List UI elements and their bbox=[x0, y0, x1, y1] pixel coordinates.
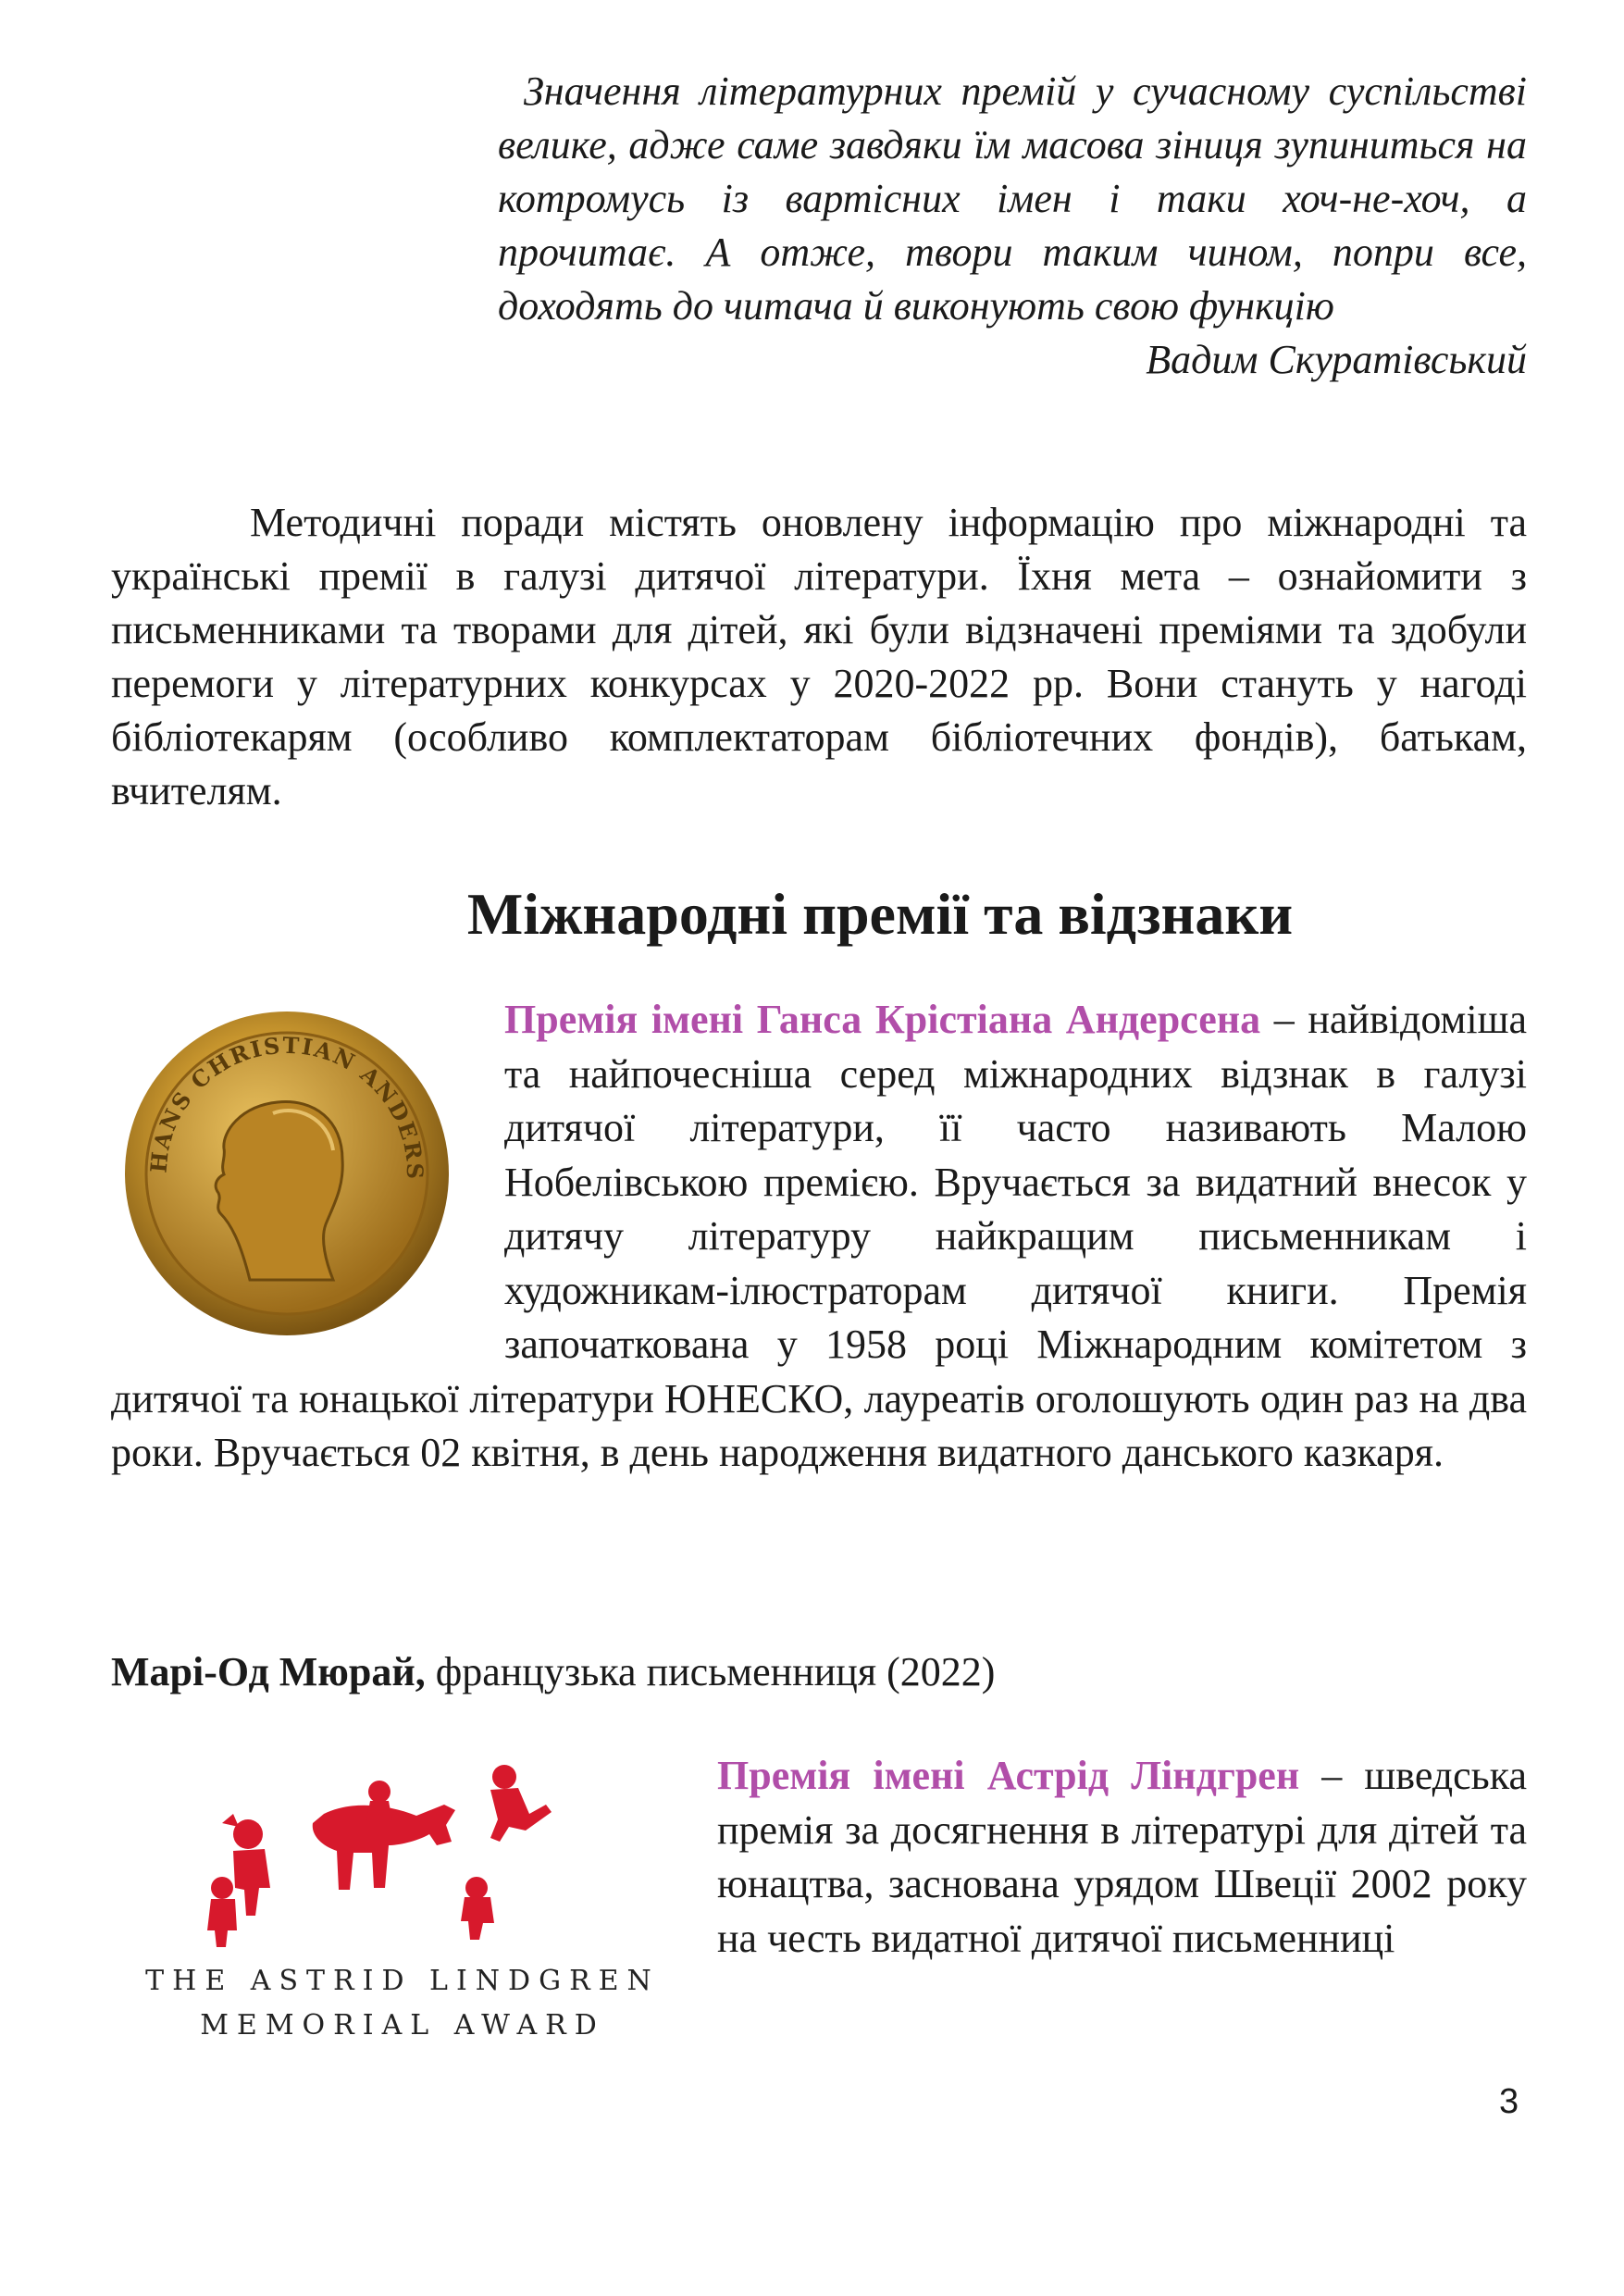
lindgren-figures-icon bbox=[207, 1765, 552, 1947]
medal-inscription: HANS CHRISTIAN ANDERS bbox=[144, 1031, 429, 1182]
epigraph-author: Вадим Скуратівський bbox=[1146, 337, 1527, 382]
lindgren-award-logo bbox=[111, 1749, 717, 2054]
andersen-award-name: Премія імені Ганса Крістіана Андерсена bbox=[504, 997, 1261, 1042]
laureate-description: французька письменниця (2022) bbox=[425, 1649, 996, 1694]
epigraph-quote: Значення літературних премій у сучасному суспільстві велике, адже саме завдяки їм масова зіниця зупиниться на котромусь із вартісних імен і таки хоч-не-хоч, а прочитає. А отже, твори таким чином, попри все, доходять до читача й виконують свою функцію bbox=[498, 68, 1527, 329]
laureate-line bbox=[111, 1645, 1527, 1699]
andersen-medal-image bbox=[111, 993, 504, 1354]
lindgren-award-name: Премія імені Астрід Ліндгрен bbox=[717, 1753, 1300, 1798]
laureate-name: Марі-Од Мюрай, bbox=[111, 1649, 426, 1694]
lindgren-logo-line2: MEMORIAL AWARD bbox=[200, 2009, 605, 2042]
lindgren-award-block bbox=[111, 1749, 1527, 2054]
andersen-award-text: – найвідоміша та найпочесніша серед міжнародних відзнак в галузі дитячої літератури, її часто називають Малою Нобелівською премією. Вручається за видатний внесок у дитячу літературу найкращим письменникам і художникам-ілюстраторам дитячої книги. Премія започаткована у 1958 році Міжнародним комітетом з дитячої та юнацької літератури ЮНЕСКО, лауреатів оголошують один раз на два роки. Вручається 02 квітня, в день народження видатного данського казкаря. bbox=[111, 997, 1527, 1475]
andersen-award-block bbox=[111, 993, 1527, 1481]
intro-paragraph: Методичні поради містять оновлену інформацію про міжнародні та українські премії в галузі дитячої літератури. Їхня мета – ознайомити з письменниками та творами для дітей, які були відзначені преміями та здобули перемоги у літературних конкурсах у 2020-2022 рр. Вони стануть у нагоді бібліотекарям (особливо комплектаторам бібліотечних фондів), батькам, вчителям. bbox=[111, 500, 1527, 813]
epigraph bbox=[498, 65, 1527, 387]
section-title: Міжнародні премії та відзнаки bbox=[466, 881, 1294, 947]
page-number: 3 bbox=[1499, 2082, 1519, 2121]
lindgren-logo-line1: THE ASTRID LINDGREN bbox=[145, 1965, 660, 1997]
lindgren-award-text: – шведська премія за досягнення в літературі для дітей та юнацтва, заснована урядом Швеції 2002 року на честь видатної дитячої письменниці bbox=[717, 1753, 1527, 1961]
